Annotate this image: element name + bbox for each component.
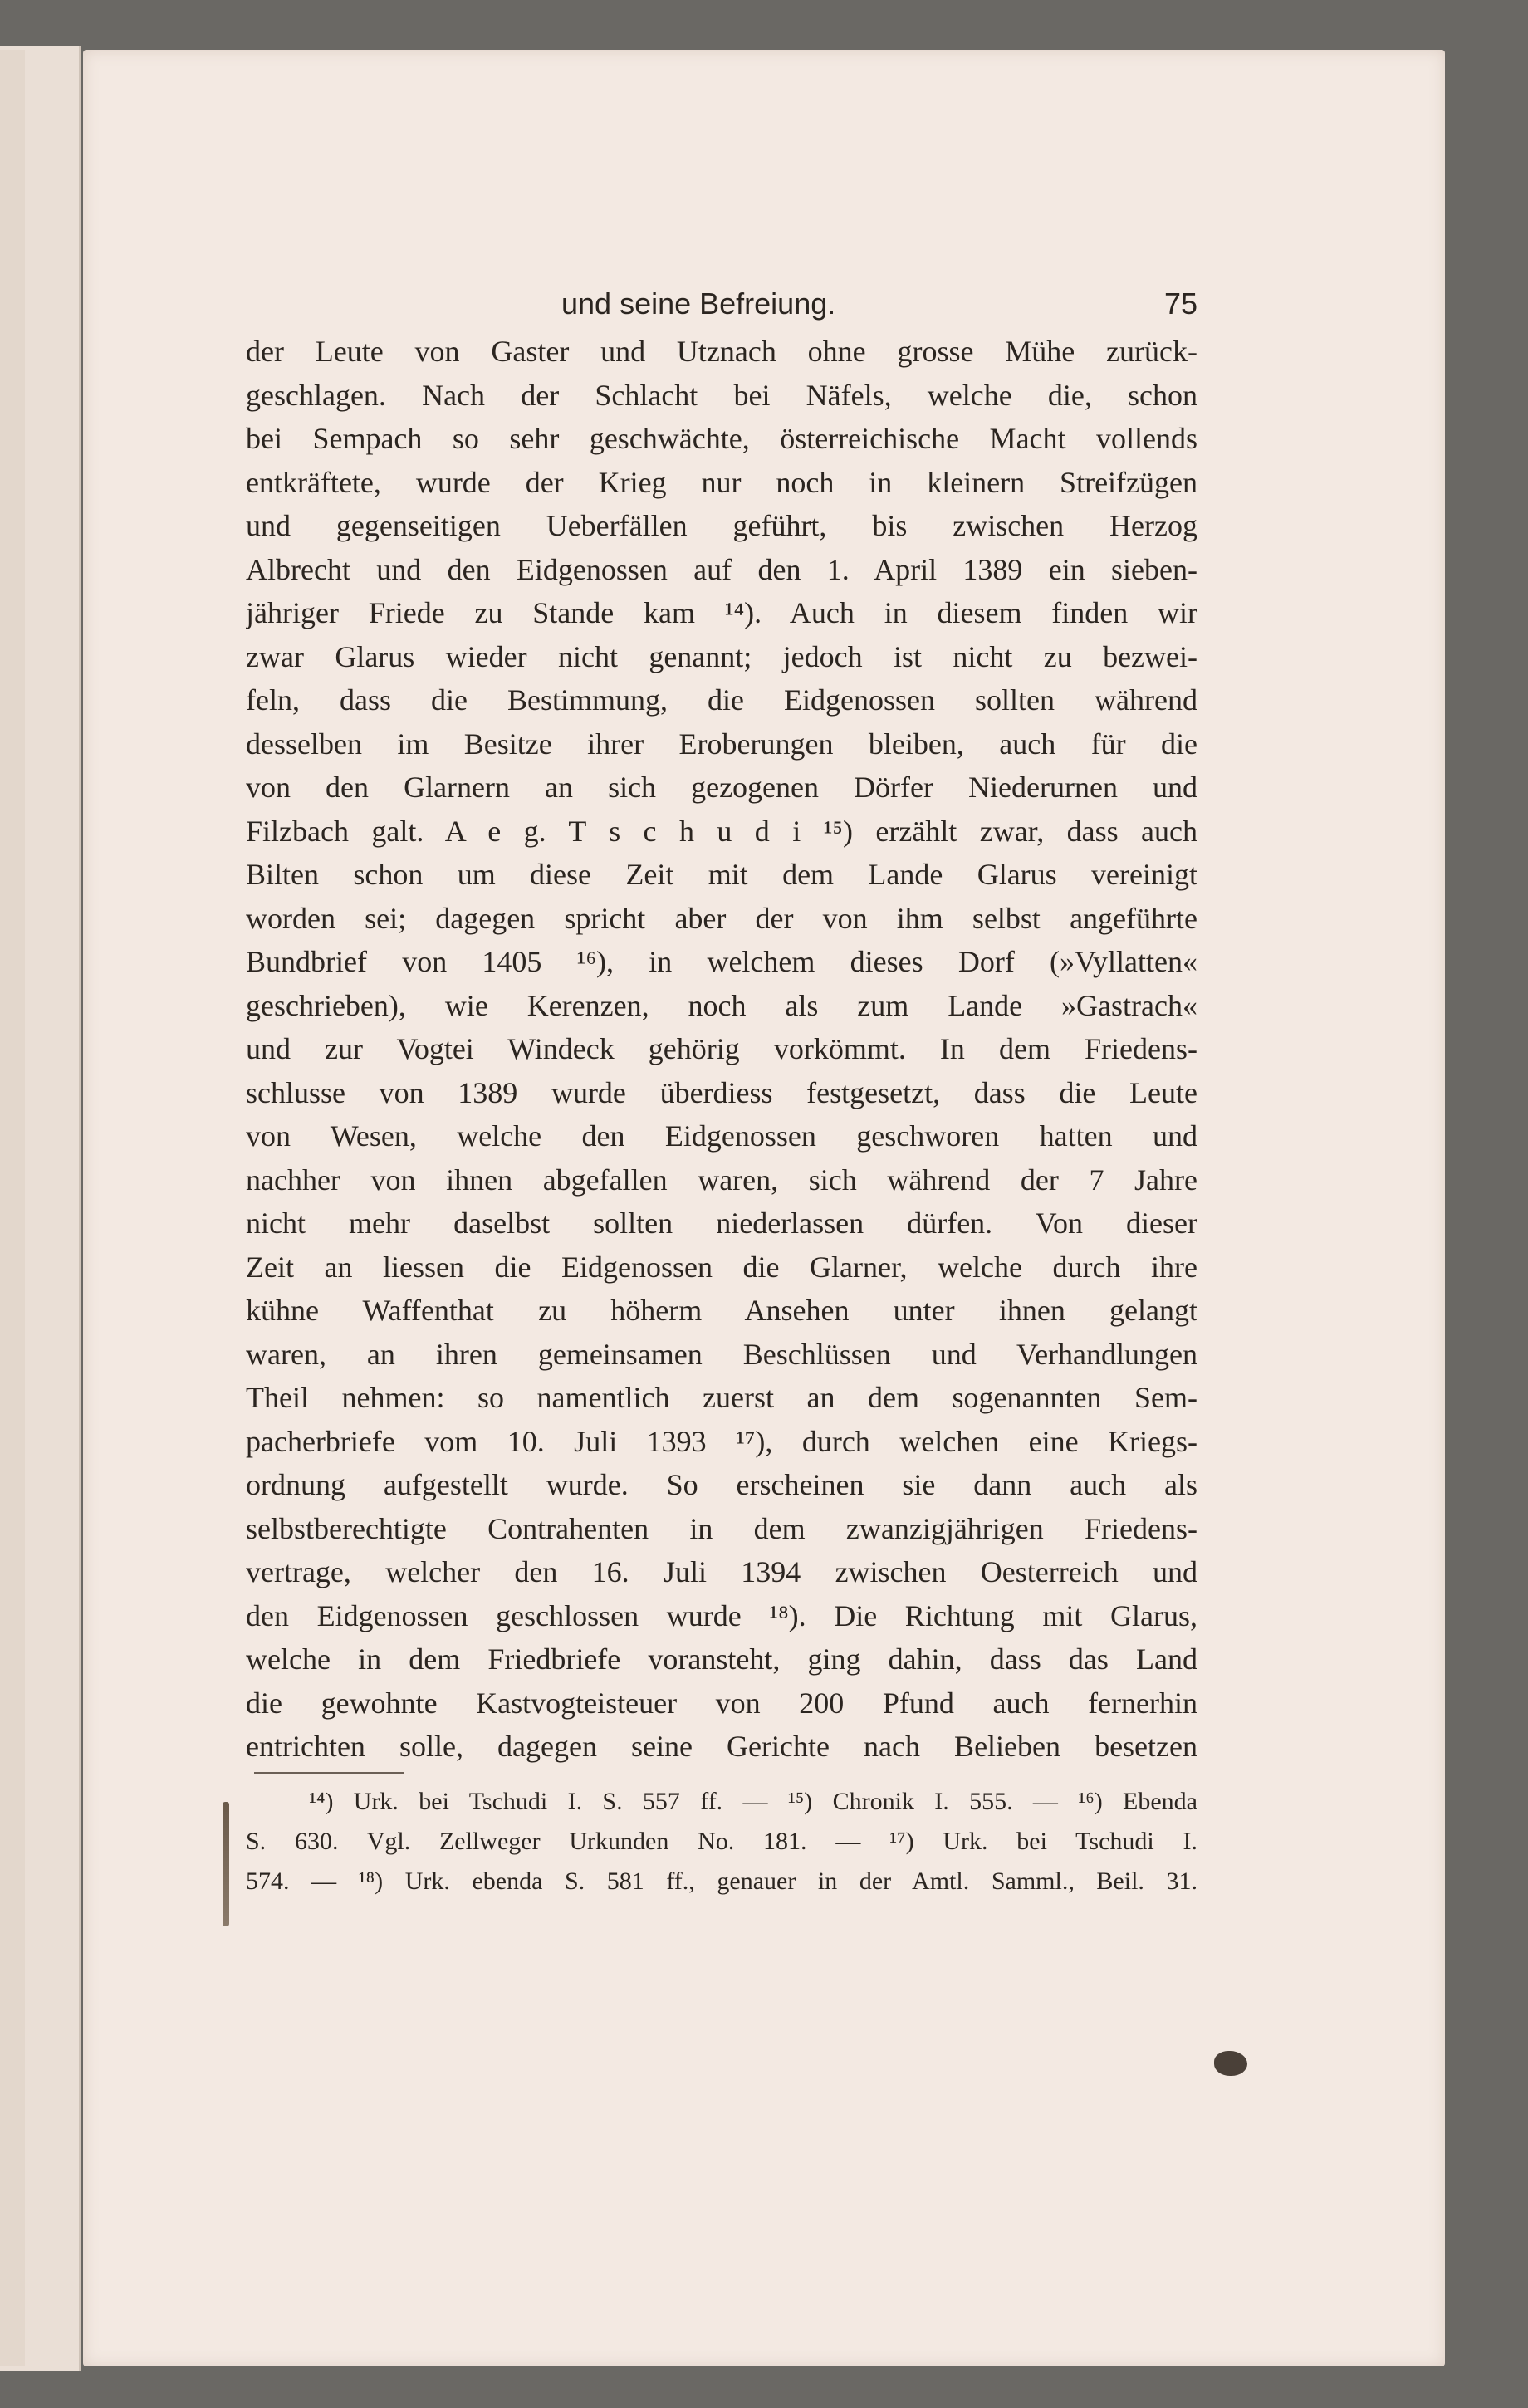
text-line: selbstberechtigte Contrahenten in dem zwanzigjährigen Friedens- [246, 1511, 1197, 1545]
page-number: 75 [1163, 286, 1197, 321]
running-title: und seine Befreiung. [561, 286, 836, 321]
running-head [246, 286, 1197, 330]
text-line: und gegenseitigen Ueberfällen geführt, bis zwischen Herzog [246, 509, 1197, 542]
text-line: entrichten solle, dagegen seine Gerichte nach Belieben besetzen [246, 1730, 1197, 1763]
text-line: desselben im Besitze ihrer Eroberungen bleiben, auch für die [246, 727, 1197, 761]
text-line: Zeit an liessen die Eidgenossen die Glarner, welche durch ihre [246, 1250, 1197, 1284]
text-line: waren, an ihren gemeinsamen Beschlüssen und Verhandlungen [246, 1337, 1197, 1371]
text-line: schlusse von 1389 wurde überdiess festgesetzt, dass die Leute [246, 1075, 1197, 1109]
left-page-edge [0, 50, 25, 2366]
text-line: feln, dass die Bestimmung, die Eidgenossen sollten während [246, 683, 1197, 717]
text-line: jähriger Friede zu Stande kam ¹⁴). Auch in diesem finden wir [246, 596, 1197, 629]
text-line: worden sei; dagegen spricht aber der von ihm selbst angeführte [246, 901, 1197, 935]
footnotes [246, 1782, 1197, 1901]
footnote-line: ¹⁴) Urk. bei Tschudi I. S. 557 ff. — ¹⁵) Chronik I. 555. — ¹⁶) Ebenda [309, 1787, 1197, 1815]
text-line: die gewohnte Kastvogteisteuer von 200 Pfund auch fernerhin [246, 1686, 1197, 1720]
text-line: vertrage, welcher den 16. Juli 1394 zwischen Oesterreich und [246, 1555, 1197, 1588]
text-line: Bundbrief von 1405 ¹⁶), in welchem dieses Dorf (»Vyllatten« [246, 945, 1197, 978]
text-line: und zur Vogtei Windeck gehörig vorkömmt. In dem Friedens- [246, 1032, 1197, 1065]
text-line: nicht mehr daselbst sollten niederlassen dürfen. Von dieser [246, 1206, 1197, 1240]
text-line: pacherbriefe vom 10. Juli 1393 ¹⁷), durch welchen eine Kriegs- [246, 1424, 1197, 1458]
text-line: ordnung aufgestellt wurde. So erscheinen sie dann auch als [246, 1468, 1197, 1501]
page-tab-mark [223, 1802, 229, 1926]
body-text [246, 330, 1197, 1769]
text-line: der Leute von Gaster und Utznach ohne grosse Mühe zurück- [246, 335, 1197, 368]
text-line: den Eidgenossen geschlossen wurde ¹⁸). Die Richtung mit Glarus, [246, 1598, 1197, 1632]
ink-stain [1214, 2051, 1247, 2076]
footnote-line: S. 630. Vgl. Zellweger Urkunden No. 181. — ¹⁷) Urk. bei Tschudi I. [246, 1827, 1197, 1855]
text-line: Theil nehmen: so namentlich zuerst an dem sogenannten Sem- [246, 1381, 1197, 1414]
footnote-line: 574. — ¹⁸) Urk. ebenda S. 581 ff., genauer in der Amtl. Samml., Beil. 31. [246, 1867, 1197, 1895]
footnote-divider [254, 1772, 404, 1774]
text-line: nachher von ihnen abgefallen waren, sich während der 7 Jahre [246, 1162, 1197, 1197]
text-line: von den Glarnern an sich gezogenen Dörfer Niederurnen und [246, 771, 1197, 804]
text-line: zwar Glarus wieder nicht genannt; jedoch ist nicht zu bezwei- [246, 639, 1197, 673]
text-line: bei Sempach so sehr geschwächte, österreichische Macht vollends [246, 422, 1197, 455]
text-line: geschrieben), wie Kerenzen, noch als zum Lande »Gastrach« [246, 988, 1197, 1022]
text-line: geschlagen. Nach der Schlacht bei Näfels, welche die, schon [246, 378, 1197, 412]
text-line: Bilten schon um diese Zeit mit dem Lande Glarus vereinigt [246, 858, 1197, 891]
page-text [246, 286, 1197, 1901]
text-line: kühne Waffenthat zu höherm Ansehen unter ihnen gelangt [246, 1294, 1197, 1327]
text-line: Albrecht und den Eidgenossen auf den 1. April 1389 ein sieben- [246, 552, 1197, 586]
text-line: welche in dem Friedbriefe voransteht, ging dahin, dass das Land [246, 1642, 1197, 1676]
text-line: von Wesen, welche den Eidgenossen geschworen hatten und [246, 1119, 1197, 1153]
text-line: Filzbach galt. A e g. T s c h u d i ¹⁵) erzählt zwar, dass auch [246, 814, 1197, 848]
text-line: entkräftete, wurde der Krieg nur noch in kleinern Streifzügen [246, 465, 1197, 499]
